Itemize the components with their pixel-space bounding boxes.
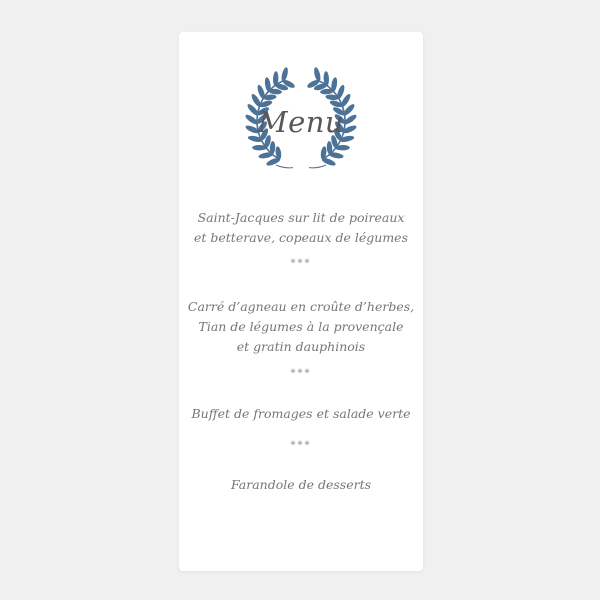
course-cheese	[179, 404, 423, 424]
course-main	[179, 297, 423, 357]
course-separator: ***	[290, 368, 312, 379]
course-line: et betterave, copeaux de légumes	[193, 230, 408, 245]
course-starter	[179, 208, 423, 248]
menu-title: Menu	[257, 105, 345, 139]
course-separator: ***	[290, 258, 312, 269]
course-line: Tian de légumes à la provençale	[198, 319, 404, 334]
course-line: Saint-Jacques sur lit de poireaux	[197, 210, 405, 225]
course-line: Farandole de desserts	[230, 477, 372, 492]
course-dessert	[179, 475, 423, 495]
course-line: Buffet de fromages et salade verte	[191, 406, 411, 421]
menu-card	[179, 32, 423, 571]
course-separator: ***	[290, 440, 312, 451]
course-line: et gratin dauphinois	[236, 339, 366, 354]
wreath	[239, 65, 363, 177]
course-line: Carré d’agneau en croûte d’herbes,	[187, 299, 415, 314]
